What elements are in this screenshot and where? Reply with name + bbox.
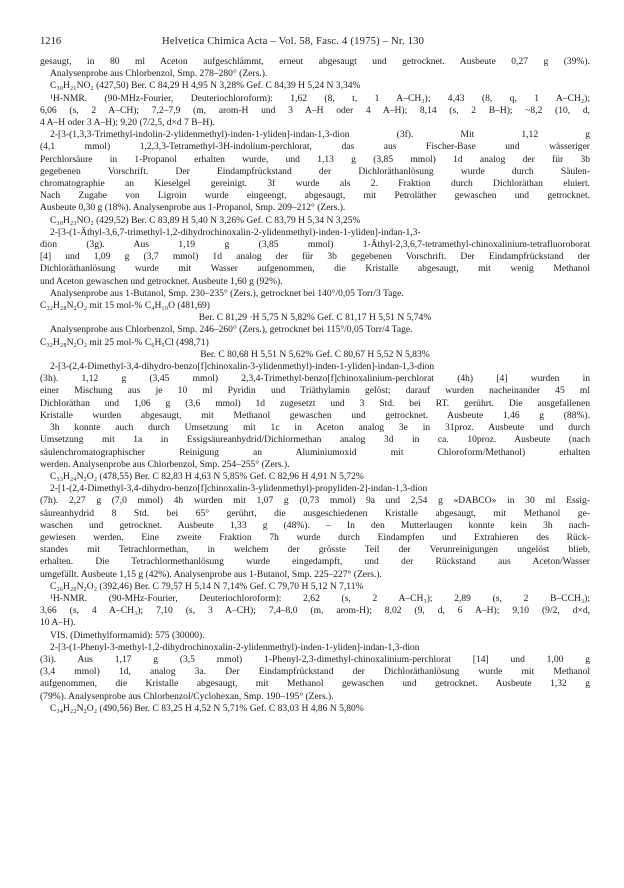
text-line: gesaugt, in 80 ml Aceton aufgeschlämmt, erneut abgesaugt und getrocknet. Ausbeute 0,27 g (39%). [40,56,590,67]
text-line: [4] und 1,09 g (3,7 mmol) 1d analog der für 3b gegebenen Vorschrift. Der Eindampfrückstand der [40,251,590,263]
text-line: Analysenprobe aus 1-Butanol, Smp. 230–235° (Zers.), getrocknet bei 140°/0,05 Torr/3 Tage. [50,287,404,299]
text-line: C₃₀H₂₁NO₂ (427,50) Ber. C 84,29 H 4,95 N 3,28% Gef. C 84,39 H 5,24 N 3,34% [50,80,361,92]
text-line: dion (3g). Aus 1,19 g (3,85 mmol) 1-Äthyl-2,3,6,7-tetramethyl-chinoxalinium-tetrafluoroborat [40,239,590,251]
text-line: C₂₆H₂₀N₂O₂ (392,46) Ber. C 79,57 H 5,14 N 7,14% Gef. C 79,70 H 5,12 N 7,11% [50,580,364,592]
text-line: werden. Analysenprobe aus Chlorbenzol, Smp. 254–255° (Zers.). [40,458,290,470]
text-line: Perchlorsäure in 1-Propanol erhalten wurde, und 1,13 g (3,85 mmol) 1d analog der für 3b [40,153,590,165]
text-line: gegebenen Vorschrift. Der Eindampfrückstand der Dichloräthanlösung wurde durch Säulen- [40,165,590,177]
body-text [40,56,590,715]
text-line: C₃₄H₂₂N₂O₂ (490,56) Ber. C 83,25 H 4,52 N 5,71% Gef. C 83,03 H 4,86 N 5,80% [50,702,364,714]
text-line: erhalten. Die Tetrachlormethanlösung wurde eingedampft, und der Rückstand aus Aceton/Wasser [40,556,590,568]
text-line: säulenchromatographischer Reinigung an Aluminiumoxid mit Chloroform/Methanol) erhalten [40,446,590,458]
page-number: 1216 [40,36,62,47]
text-line: säureanhydrid 8 Std. bei 65° gerührt, die ausgeschiedenen Kristalle abgesaugt, mit Methanol ge- [40,507,590,519]
text-line: Analysenprobe aus Chlorbenzol, Smp. 278–280° (Zers.). [50,68,268,80]
text-line: Dichloräthan und 1,06 g (3,6 mmol) 1d zugesetzt und 3 Std. bei RT. gerührt. Die ausgefallenen [40,397,590,409]
text-line: Nach Zugabe von Ligroin wurde eingeengt, abgesaugt, mit Petroläther gewaschen und getrocknet. [40,190,590,202]
journal-title: Helvetica Chimica Acta – Vol. 58, Fasc. 4 (1975) – Nr. 130 [162,36,425,47]
text-line: (79%). Analysenprobe aus Chlorbenzol/Cyclohexan, Smp. 190–195° (Zers.). [40,690,334,702]
text-line: C₃₀H₂₃NO₂ (429,52) Ber. C 83,89 H 5,40 N 3,26% Gef. C 83,79 H 5,34 N 3,25% [50,214,361,226]
text-line: 3,66 (s, 4 A–CH₃); 7,10 (s, 3 A–CH); 7,4–8,0 (m, arom-H); 8,02 (9, d, 6 A–H); 9,10 (9/2, d×d, [40,605,590,617]
text-line: aufgenommen, die Kristalle abgesaugt, mit Methanol gewaschen und getrocknet. Ausbeute 1,32 g [40,678,590,690]
text-line: (3h). 1,12 g (3,45 mmol) 2,3,4-Trimethyl-benzo[f]chinoxalinium-perchlorat (4h) [4] wurden in [40,373,590,385]
text-line: 2-[3-(1-Äthyl-3,6,7-trimethyl-1,2-dihydrochinoxalin-2-ylidenmethyl)-inden-1-yliden]-indan-1,3- [50,226,421,238]
text-line: (7h). 2,27 g (7,0 mmol) 4h wurden mit 1,07 g (0,73 mmol) 9a und 2,54 g «DABCO» in 30 ml Essig- [40,495,590,507]
text-line: ¹H-NMR. (90-MHz-Fourier, Deuteriochloroform): 1,62 (8, t, 1 A–CH₃); 4,43 (8, q, 1 A–CH₂); [50,92,590,104]
text-line: Kristalle wurden abgesaugt, mit Methanol gewaschen und getrocknet. Ausbeute 1,46 g (88%). [40,409,590,421]
text-line: Dichloräthanlösung wurde mit Wasser aufgenommen, die Kristalle abgesaugt, mit wenig Methanol [40,263,590,275]
text-line: einer Mischung aus je 10 ml Pyridin und Triäthylamin gelöst; darauf wurden nacheinander 45 ml [40,385,590,397]
running-header [40,36,590,52]
text-line: 10 A–H). [40,617,76,629]
text-line: 2-[1-(2,4-Dimethyl-3,4-dihydro-benzo[f]chinoxalin-3-ylidenmethyl)-propyliden-2]-indan-1,3-dion [50,483,428,495]
text-line: Ber. C 80,68 H 5,51 N 5,62% Gef. C 80,67 H 5,52 N 5,83% [200,348,430,360]
text-line: 2-[3-(1,3,3-Trimethyl-indolin-2-ylidenmethyl)-inden-1-yliden]-indan-1,3-dion (3f). Mit 1,12 g [50,129,590,141]
text-line: chromatographie an Kieselgel gereinigt. 3f wurde als 2. Fraktion durch Dichloräthan eluiert. [40,178,590,190]
text-line: gewiesen werden. Eine zweite Fraktion 7h wurde durch Eindampfen und Extrahieren des Rück- [40,531,590,543]
text-line: 2-[3-(1-Phenyl-3-methyl-1,2-dihydrochinoxalin-2-ylidenmethyl)-inden-1-yliden]-indan-1,3-dion [50,641,420,653]
text-line: C₃₂H₂₈N₂O₂ mit 25 mol-% C₆H₅Cl (498,71) [40,336,209,348]
text-line: C₃₃H₂₄N₂O₂ (478,55) Ber. C 82,83 H 4,63 N 5,85% Gef. C 82,96 H 4,91 N 5,72% [50,470,364,482]
text-line: waschen und getrocknet. Ausbeute 1,33 g (48%). – In den Mutterlaugen konnte kein 3h nach- [40,519,590,531]
text-line: 2-[3-(2,4-Dimethyl-3,4-dihydro-benzo[f]chinoxalin-3-ylidenmethyl)-inden-1-yliden]-indan-1,3-dion [50,361,435,373]
text-line: und Aceton gewaschen und getrocknet. Ausbeute 1,60 g (92%). [40,275,283,287]
text-line: C₃₂H₂₈N₂O₂ mit 15 mol-% C₄H₁₀O (481,69) [40,300,210,312]
text-line: standes mit Tetrachlormethan, in welchem der grösste Teil der Verunreinigungen ungelöst blieb, [40,544,590,556]
text-line: 4 A–H oder 3 A–H); 9,20 (7/2,5, d×d 7 B–H). [40,117,215,129]
text-line: 6,06 (s, 2 A–CH); 7,2–7,9 (m, arom-H und 3 A–H oder 4 A–H); 8,14 (s, 2 B–H); ~8,2 (10, d, [40,104,590,116]
text-line: (3i). Aus 1,17 g (3,5 mmol) 1-Phenyl-2,3-dimethyl-chinoxalinium-perchlorat [14] und 1,00 g [40,653,590,665]
text-line: umgefällt. Ausbeute 1,15 g (42%). Analysenprobe aus 1-Butanol, Smp. 225–227° (Zers.). [40,568,382,580]
text-line: (3,4 mmol) 1d, analog 3a. Der Eindampfrückstand der Dichloräthanlösung wurde mit Methanol [40,666,590,678]
text-line: Ausbeute 0,30 g (18%). Analysenprobe aus 1-Propanol, Smp. 209–212° (Zers.). [40,202,346,214]
text-line: 3h konnte auch durch Umsetzung mit 1c in Aceton analog 3e in 31proz. Ausbeute und durch [50,422,590,434]
text-line: ¹H-NMR. (90-MHz-Fourier, Deuteriochloroform): 2,62 (s, 2 A–CH₃); 2,89 (s, 2 B–CCH₃); [50,592,590,604]
text-line: VIS. (Dimethylformamid): 575 (30000). [50,629,205,641]
text-line: (4,1 mmol) 1,2,3,3-Tetramethyl-3H-indolium-perchlorat, das aus Fischer-Base und wässeriger [40,141,590,153]
text-line: Analysenprobe aus Chlorbenzol, Smp. 246–260° (Zers.), getrocknet bei 115°/0,05 Torr/4 Tage. [50,324,413,336]
text-line: Ber. C 81,29 ·H 5,75 N 5,82% Gef. C 81,17 H 5,51 N 5,74% [198,312,432,324]
text-line: Umsetzung mit 1a in Essigsäureanhydrid/Dichlormethan analog 3d in ca. 10proz. Ausbeute (nach [40,434,590,446]
